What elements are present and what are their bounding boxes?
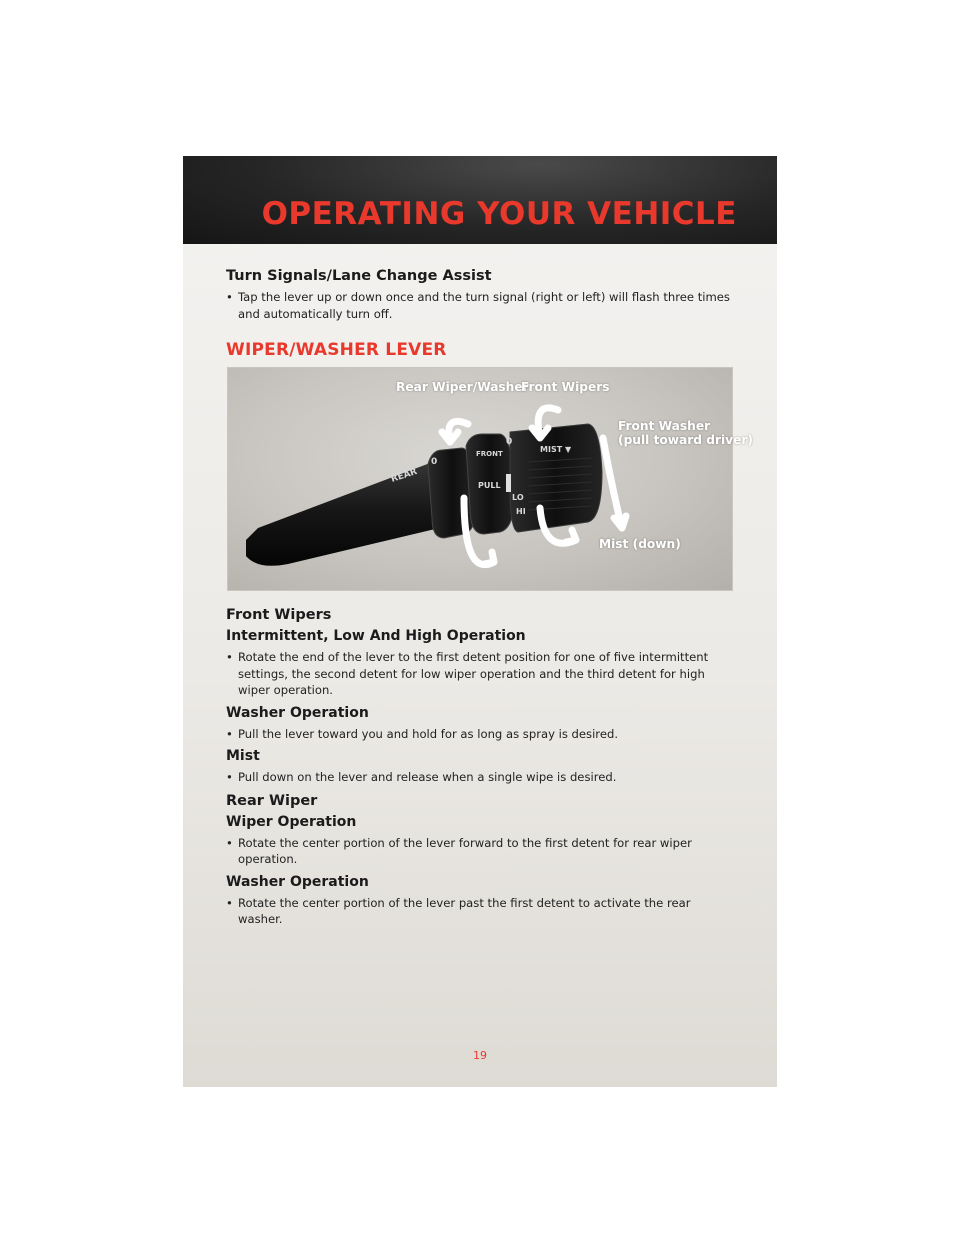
manual-page: [183, 156, 777, 1087]
wiper-lever-illustration: [228, 368, 734, 592]
label-rear-wiper-washer: Rear Wiper/Washer: [396, 380, 529, 394]
label-front-washer-line1: Front Washer: [618, 419, 711, 433]
rear-wiper-subheading: Wiper Operation: [226, 813, 357, 830]
front-washer-subheading: Washer Operation: [226, 704, 369, 721]
mist-down-arrow: [603, 438, 626, 528]
rear-zero-marking: 0: [431, 457, 438, 467]
turn-signals-heading: Turn Signals/Lane Change Assist: [226, 268, 492, 284]
position-indicator: [506, 474, 511, 492]
front-marking: FRONT: [476, 450, 503, 458]
rear-wiper-bullet: • Rotate the center portion of the lever forward to the first detent for rear wiper operation.: [226, 835, 692, 866]
rear-wiper-heading: Rear Wiper: [226, 792, 318, 809]
front-wipers-heading: Front Wipers: [226, 607, 332, 623]
mist-marking: MIST ▼: [540, 445, 572, 454]
front-zero-marking: 0: [506, 437, 513, 447]
front-washer-bullet: • Pull the lever toward you and hold for as long as spray is desired.: [226, 726, 619, 741]
pull-marking: PULL: [478, 481, 501, 490]
intermittent-subheading: Intermittent, Low And High Operation: [226, 628, 526, 644]
page-content: [226, 264, 753, 928]
rear-rotate-arrow-top: [442, 421, 468, 442]
label-front-wipers: Front Wipers: [521, 380, 610, 394]
rear-washer-bullet: • Rotate the center portion of the lever past the first detent to activate the rear washer.: [226, 895, 691, 926]
rear-marking: REAR: [389, 467, 419, 485]
wiper-washer-heading: WIPER/WASHER LEVER: [226, 340, 447, 360]
label-mist-down: Mist (down): [599, 537, 681, 551]
page-number: 19: [473, 1049, 487, 1062]
mist-bullet: • Pull down on the lever and release when a single wipe is desired.: [226, 770, 617, 784]
label-front-washer-line2: (pull toward driver): [618, 433, 753, 447]
rear-washer-subheading: Washer Operation: [226, 873, 369, 890]
wiper-lever-photo: [227, 367, 753, 591]
turn-signals-bullet: • Tap the lever up or down once and the turn signal (right or left) will flash three times and automatically turn off.: [226, 290, 730, 321]
section-header: [183, 156, 777, 244]
lo-marking: LO: [512, 493, 524, 502]
section-title: OPERATING YOUR VEHICLE: [261, 196, 737, 232]
mist-subheading: Mist: [226, 748, 260, 764]
intermittent-bullet: • Rotate the end of the lever to the first detent position for one of five intermittent settings, the second detent for low wiper operation and the third detent for high wiper operation.: [226, 650, 709, 697]
hi-marking: HI: [516, 507, 526, 516]
